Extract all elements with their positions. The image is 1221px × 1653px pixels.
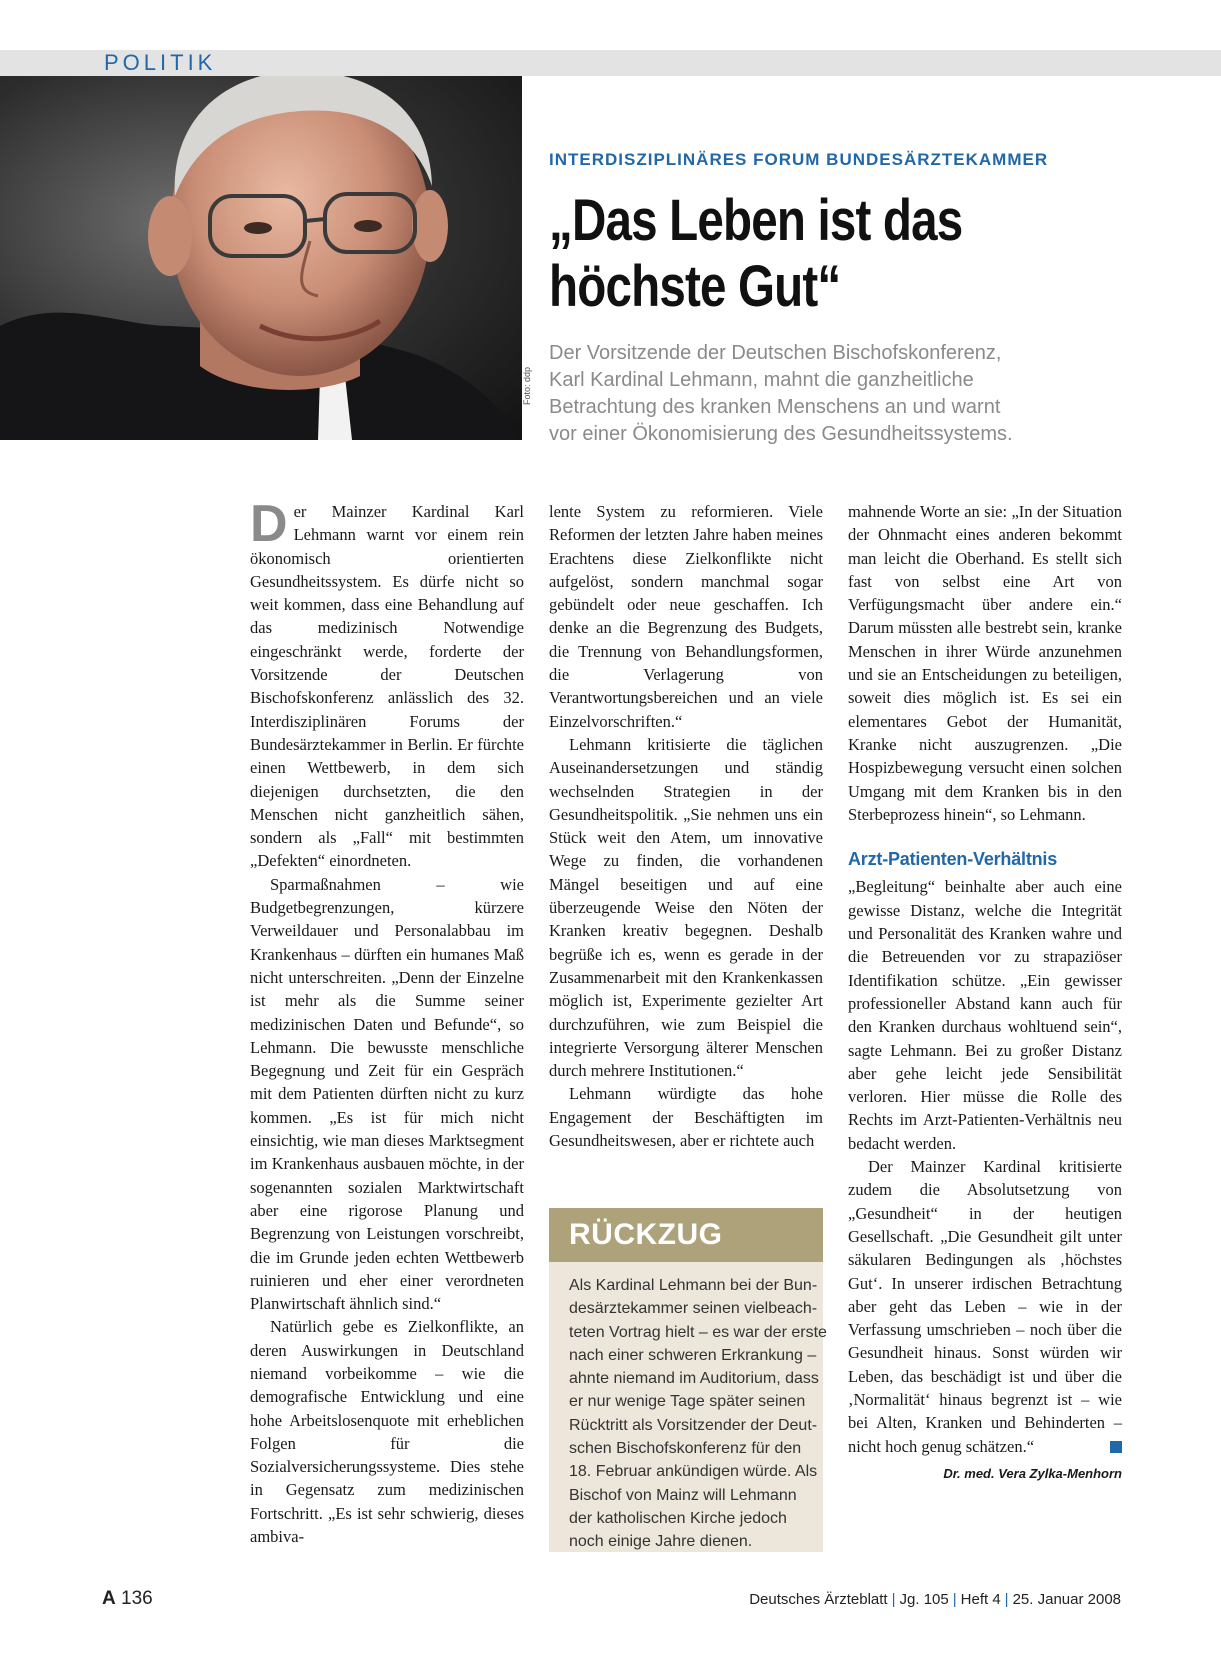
page-number <box>102 1588 153 1610</box>
paragraph: Natürlich gebe es Zielkonflikte, an deren Auswirkungen in Deutschland niemand vorbeikomme – wie die demografische Entwicklung und eine hohe Arbeitslosenquote mit erheblichen Folgen für die Sozialversicherungssysteme. Dies stehe in Gegensatz zum medizinischen Fortschritt. „Es ist sehr schwierig, dieses ambiva- <box>250 1317 524 1547</box>
lede-line: vor einer Ökonomisierung des Gesundheitssystems. <box>549 423 1013 445</box>
article-lede <box>549 340 1109 448</box>
body-column-3 <box>848 500 1122 1485</box>
paragraph: mahnende Worte an sie: „In der Situation der Ohnmacht eines anderen bekommt man leicht die Oberhand. Es stellt sich fast von selbst eine Art von Verfügungsmacht über andere ein.“ Darum müssten alle bestrebt sein, kranke Menschen in ihrer Würde anzunehmen und sie an Entscheidungen zu beteiligen, soweit dies möglich ist. Es sei ein elementares Gebot der Humanität, Kranke nicht auszugrenzen. „Die Hospizbewegung versucht einen solchen Umgang mit dem Kranken bis in den Sterbeprozess hinein“, so Lehmann. <box>848 502 1122 824</box>
footer-separator: | <box>952 1591 957 1608</box>
footer-separator: | <box>1004 1591 1009 1608</box>
journal-date: 25. Januar 2008 <box>1012 1591 1121 1608</box>
paragraph: Sparmaßnahmen – wie Budgetbegrenzungen, kürzere Verweildauer und Personalabbau im Krankenhaus – dürften ein humanes Maß nicht unterschreiten. „Denn der Einzelne ist mehr als die Summe seiner medizinischen Daten und Befunde“, so Lehmann. Die bewusste menschliche Begegnung und Zeit für ein Gespräch mit dem Patienten dürften nicht zu kurz kommen. „Es ist für mich nicht einsichtig, wie man dieses Marktsegment im Krankenhaus ausbauen möchte, in der sogenannten sozialen Marktwirtschaft aber eine rigorose Planung und Begrenzung von Leistungen vorschreibt, die im Grunde jeden echten Wettbewerb ruinieren und eher einer verordneten Planwirtschaft ähnlich sind.“ <box>250 874 524 1314</box>
footer-source <box>749 1591 1121 1608</box>
section-label: POLITIK <box>104 50 217 75</box>
box-line: desärztekammer seinen vielbeach- <box>569 1300 818 1318</box>
title-line: „Das Leben ist das <box>549 188 963 253</box>
box-line: 18. Februar ankündigen würde. Als <box>569 1463 818 1481</box>
journal-name: Deutsches Ärzteblatt <box>749 1591 888 1608</box>
paragraph <box>848 1155 1122 1458</box>
box-line: Bischof von Mainz will Lehmann <box>569 1486 797 1504</box>
box-line: ahnte niemand im Auditorium, dass <box>569 1370 819 1388</box>
body-column-1 <box>250 495 524 1548</box>
page-prefix: A <box>102 1588 116 1609</box>
body-column-2 <box>549 500 823 1152</box>
box-line: er nur wenige Tage später seinen <box>569 1393 806 1411</box>
box-line: noch einige Jahre dienen. <box>569 1533 753 1551</box>
lede-line: Karl Kardinal Lehmann, mahnt die ganzheitliche <box>549 369 974 391</box>
end-mark-icon <box>1110 1441 1122 1453</box>
sidebar-box <box>549 1208 827 1552</box>
paragraph-text: er Mainzer Kardinal Karl Lehmann warnt vor einem rein ökonomisch orientierten Gesundheitssystem. Es dürfe nicht so weit kommen, dass eine Behandlung auf das medizinisch Notwendige eingeschränkt werde, forderte der Vorsitzende der Deutschen Bischofskonferenz anlässlich des 32. Interdisziplinären Forums der Bundesärztekammer in Berlin. Er fürchte einen Wettbewerb, in dem sich diejenigen durchsetzten, die den Menschen nicht ganzheitlich sähen, sondern als „Fall“ mit bestimmten „Defekten“ einordneten. <box>250 502 524 871</box>
page-number-value: 136 <box>121 1588 153 1609</box>
box-line: Als Kardinal Lehmann bei der Bun- <box>569 1277 818 1294</box>
article-kicker: INTERDISZIPLINÄRES FORUM BUNDESÄRZTEKAMMER <box>549 150 1049 169</box>
subheading: Arzt-Patienten-Verhältnis <box>848 849 1058 870</box>
footer-separator: | <box>891 1591 896 1608</box>
photo-credit: Foto: ddp <box>522 366 532 405</box>
portrait-photo <box>0 76 522 440</box>
article-title <box>549 188 1082 320</box>
drop-cap: D <box>250 495 288 553</box>
paragraph <box>250 495 524 873</box>
paragraph-text: Der Mainzer Kardinal kritisierte zudem die Absolutsetzung von „Gesundheit“ in der heutigen Gesellschaft. „Die Gesundheit gilt unter säkularen Bedingungen als ‚höchstes Gut‘. In unserer irdischen Betrachtung aber geht das Leben – wie in der Verfassung umschrieben – noch über die Gesundheit hinaus. Sonst würden wir Leben, das beschädigt ist und über die ‚Normalität‘ hinaus begrenzt ist – wie bei Alten, Kranken und Behinderten – nicht hoch genug schätzen.“ <box>848 1157 1122 1456</box>
box-line: der katholischen Kirche jedoch <box>569 1509 787 1527</box>
paragraph: Lehmann würdigte das hohe Engagement der Beschäftigten im Gesundheitswesen, aber er richtete auch <box>549 1084 823 1151</box>
lede-line: Der Vorsitzende der Deutschen Bischofskonferenz, <box>549 342 1002 364</box>
paragraph: „Begleitung“ beinhalte aber auch eine gewisse Distanz, welche die Integrität und Personalität des Kranken wahre und die Betreuenden vor zu strapaziöser Identifikation schütze. „Ein gewisser professioneller Abstand kann auch für den Kranken durchaus wohltuend sein“, sagte Lehmann. Bei zu großer Distanz aber gehe leicht jede Sensibilität verloren. Hier müsse die Rolle des Rechts im Arzt-Patienten-Verhältnis neu bedacht werden. <box>848 877 1122 1153</box>
paragraph: lente System zu reformieren. Viele Reformen der letzten Jahre haben meines Erachtens diese Zielkonflikte nicht aufgelöst, sondern manchmal sogar gebündelt oder neue geschaffen. Ich denke an die Begrenzung des Budgets, die Trennung von Behandlungsformen, die Verlagerung von Verantwortungsbereichen und an viele Einzelvorschriften.“ <box>549 502 823 731</box>
paragraph: Lehmann kritisierte die täglichen Auseinandersetzungen und ständig wechselnden Strategien in der Gesundheitspolitik. „Sie nehmen uns ein Stück weit den Atem, um innovative Wege zu finden, die vorhandenen Mängel beseitigen und auf eine überzeugende Weise den Nöten der Kranken kreativ begegnen. Deshalb begrüße ich es, wenn es gerade in der Zusammenarbeit mit den Krankenkassen möglich ist, Experimente gezielter Art durchzuführen, wie zum Beispiel die integrierte Versorgung älterer Menschen durch mehrere Institutionen.“ <box>549 734 823 1081</box>
journal-issue: Heft 4 <box>960 1591 1001 1608</box>
box-line: Rücktritt als Vorsitzender der Deut- <box>569 1416 818 1434</box>
box-title: RÜCKZUG <box>549 1208 823 1262</box>
box-line: schen Bischofskonferenz für den <box>569 1440 802 1458</box>
title-line: höchste Gut“ <box>549 254 841 319</box>
box-line: nach einer schweren Erkrankung – <box>569 1346 817 1364</box>
author-signature: Dr. med. Vera Zylka-Menhorn <box>943 1465 1122 1481</box>
journal-volume: Jg. 105 <box>899 1591 949 1608</box>
box-body <box>549 1262 827 1554</box>
box-line: teten Vortrag hielt – es war der erste <box>569 1323 827 1341</box>
lede-line: Betrachtung des kranken Menschens an und warnt <box>549 396 1001 418</box>
